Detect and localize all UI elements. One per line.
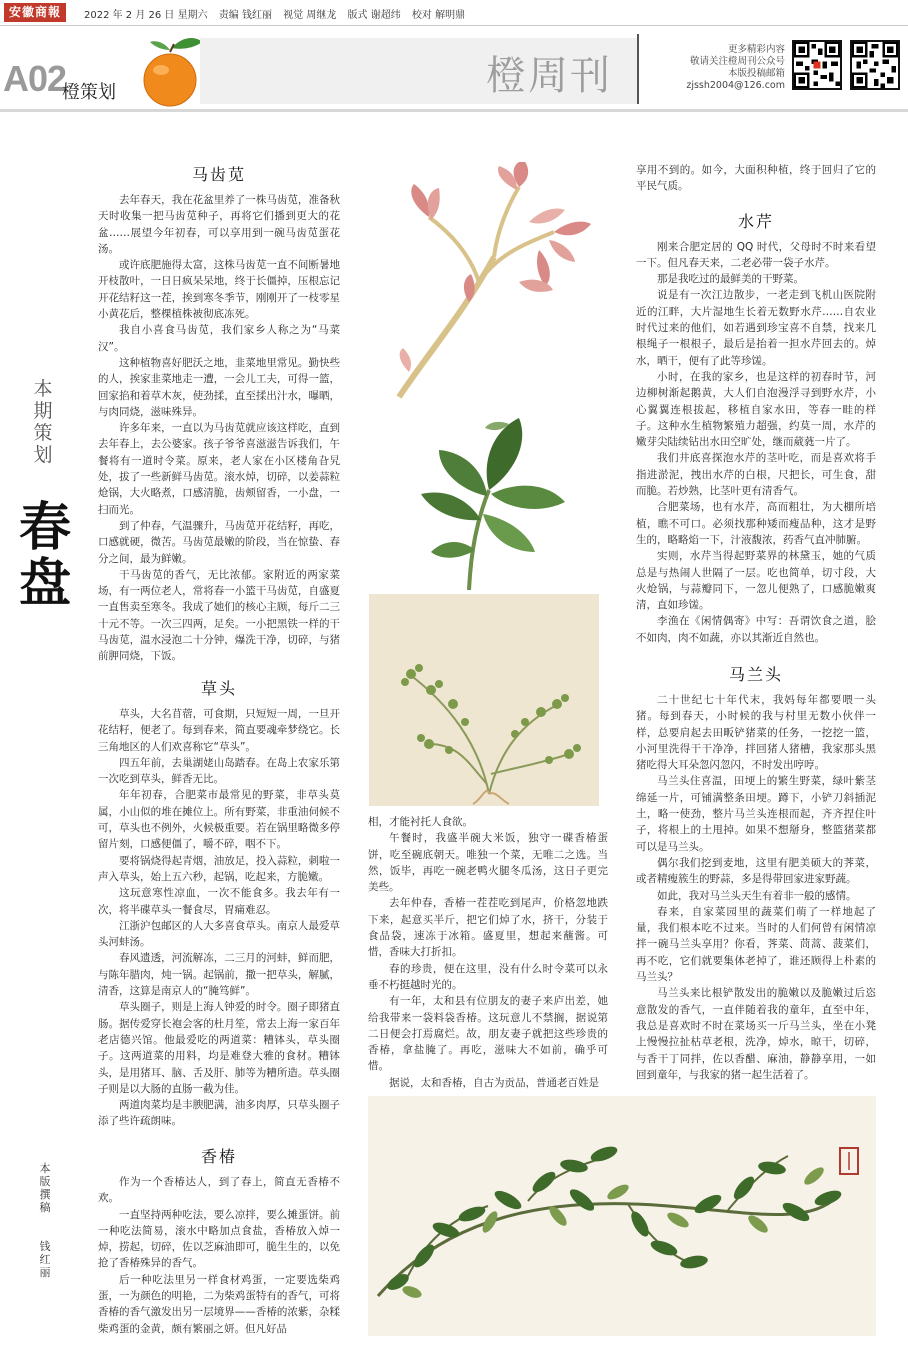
article-paragraph: 我们井底喜探泡水芹的茎叶吃，而是喜欢将手指进淤泥，拽出水芹的白根，尺把长，可生食，甜而脆。若炒熟，比茎叶更有清香气。 bbox=[636, 452, 876, 498]
page-number: A02 bbox=[3, 58, 67, 99]
section-name: 橙策划 bbox=[62, 82, 116, 103]
article-paragraph: 相，才能衬托人食欲。 bbox=[368, 816, 473, 828]
article-paragraph: 年年初春，合肥菜市最常见的野菜，非草头莫属，小山似的堆在摊位上。所有野菜，非重油伺候不可，草头也不例外，火候极重要。若在锅里略微多停留片刻，口感便僵了，嚼不碎，咽不下。 bbox=[98, 789, 340, 851]
article-paragraph: 到了仲春，气温骤升，马齿苋开花结籽，再吃，口感就硬，微苦。马齿苋最嫩的阶段，当在惊蛰、春分之间，最为鲜嫩。 bbox=[98, 519, 340, 565]
page-masthead bbox=[0, 26, 908, 112]
article-paragraph: 如此，我对马兰头天生有着非一般的感情。 bbox=[657, 889, 857, 902]
article-paragraph: 许多年来，一直以为马齿苋就应该这样吃，直到去年春上，去公婆家。孩子爷爷喜滋滋告诉我们，午餐将有一道时令菜。原来，老人家在小区楼角旮旯处，拔了一些新鲜马齿苋。滚水焯，切碎，以姜蒜粒炝锅，大火略煮，口感清脆，齿颊留香，一小盘，一扫而光。 bbox=[98, 422, 340, 516]
article-paragraph: 这玩意寒性凉血，一次不能食多。我去年有一次，将半碟草头一餐食尽，胃痛难忍。 bbox=[98, 887, 340, 916]
article-purslane bbox=[98, 164, 340, 665]
byline-label: 本 版 撰 稿 bbox=[39, 1162, 51, 1214]
top-strip bbox=[0, 0, 908, 26]
article-paragraph: 享用不到的。如今，大面积种植，终于回归了它的平民气质。 bbox=[636, 164, 876, 193]
article-paragraph: 后一种吃法里另一样食材鸡蛋，一定要选柴鸡蛋，一为颜色的明艳，二为柴鸡蛋特有的香气，可将香椿的香气激发出另一层境界——香椿的浓紫，杂糅柴鸡蛋的金黄，颇有繁丽之妍。但凡好品 bbox=[98, 1273, 340, 1335]
qr-code-icon[interactable] bbox=[850, 40, 900, 90]
editor-credit: 责编 钱红丽 bbox=[218, 10, 272, 21]
article-title: 香椿 bbox=[200, 1147, 237, 1166]
article-paragraph: 这种植物喜好肥沃之地，韭菜地里常见。勤快些的人，挨家韭菜地走一遭，一会儿工夫，可得一篮，回家掐和着草木灰，使劲揉，直至揉出汁水，曝晒，与肉同烧，滋味殊异。 bbox=[98, 356, 340, 418]
article-paragraph: 偶尔我们挖到麦地，这里有肥美硕大的荠菜，或者精瘦簇生的野蒜，多是得带回家进家野蔬。 bbox=[636, 856, 876, 886]
newspaper-logo: 安徽商報 bbox=[4, 3, 66, 22]
caotou-illustration bbox=[369, 594, 599, 806]
article-paragraph: 马兰头住喜温，田埂上的繁生野菜，绿叶紫茎绵延一片，可铺满整条田埂。蹲下，小铲刀斜插泥土，略一使劲，整片马兰头连根而起，齐齐捏住叶子，将根上的土甩掉。如果不想掰身，整篮猪菜都可以是马兰头。 bbox=[636, 775, 876, 853]
article-paragraph: 李渔在《闲情偶寄》中写：吾谓饮食之道，脍不如肉，肉不如蔬，亦以其渐近自然也。 bbox=[636, 615, 876, 644]
feature-kicker: 本 期 策 划 bbox=[33, 378, 53, 466]
article-celery bbox=[636, 162, 876, 646]
article-paragraph: 我自小喜食马齿苋，我们家乡人称之为“马菜汉”。 bbox=[98, 324, 340, 353]
article-caotou bbox=[98, 678, 340, 1130]
article-paragraph: 说是有一次江边散步，一老走到飞机山医院附近的江畔，大片湿地生长着无数野水芹……自农业时代过来的他们，如若遇到珍宝喜不自禁，找来几根绳子一根根子，最后是抬着一担水芹回去的。焯水，晒干，便有了此等珍馐。 bbox=[636, 289, 876, 367]
article-paragraph: 两道肉菜均是丰腴肥满，油多肉厚，只草头圈子添了些许疏朗味。 bbox=[98, 1099, 340, 1128]
promo-line: 本版投稿邮箱 bbox=[727, 68, 785, 79]
byline-name: 钱 红 丽 bbox=[39, 1240, 51, 1279]
article-column-right bbox=[636, 162, 876, 1082]
article-paragraph: 去年春天，我在花盆里养了一株马齿苋，准备秋天时收集一把马齿苋种子，再将它们播到更大的花盆……展望今年初春，可以享用到一碗马齿苋蛋花汤。 bbox=[98, 194, 340, 255]
toona-sprout-illustration bbox=[369, 162, 599, 404]
issue-date: 2022 年 2 月 26 日 星期六 bbox=[84, 10, 208, 21]
article-paragraph: 实则，水芹当得起野菜界的林黛玉，她的气质总是与热闹人世隔了一层。吃也简单，切寸段，大火炝锅，与蒜瓣同下，一忽儿便熟了，口感脆嫩爽清，直如珍馐。 bbox=[636, 550, 876, 612]
article-title: 草头 bbox=[200, 679, 237, 698]
article-paragraph: 合肥菜场，也有水芹，高而粗壮，为大棚所培植，瞧不可口。必须找那种矮而瘦品种，这才是野生的，略略焰一下，汁液馥浓，药香气直冲肺腑。 bbox=[636, 501, 876, 546]
article-paragraph: 春的珍贵，便在这里，没有什么时令菜可以永垂不朽挺越时光的。 bbox=[368, 962, 608, 991]
article-toona bbox=[98, 1146, 340, 1337]
article-paragraph: 干马齿苋的香气，无比浓郁。家附近的两家菜场，有一两位老人，常将春一小篮干马齿苋，自盛夏一直售卖至寒冬。我成了她们的核心主顾，每斤二三十元不等。一次三四两，足矣。一小把黑铁一样的干马齿苋，温水浸泡二十分钟，爆洗干净，切碎，与猪前胛同烧，下饭。 bbox=[98, 568, 340, 663]
article-malan bbox=[636, 664, 876, 1083]
promo-line: 敬请关注橙周刊公众号 bbox=[689, 56, 785, 67]
weekly-title: 橙周刊 bbox=[486, 53, 612, 99]
promo-email[interactable]: zjssh2004@126.com bbox=[686, 80, 785, 91]
promo-line: 更多精彩内容 bbox=[727, 44, 785, 55]
article-paragraph: 那是我吃过的最鲜美的干野菜。 bbox=[657, 273, 804, 286]
article-title: 水芹 bbox=[737, 211, 774, 231]
article-paragraph: 或许底肥施得太富，这株马齿苋一直不间断暑地开枝散叶，一日日疯呆呆地，终于长僵掉，压根忘记开花结籽这一茬，挨到寒冬季节，刚刚开了一枝零星小黄花后，整棵植株被彻底冻死。 bbox=[98, 259, 340, 321]
article-paragraph: 有一年，太和县有位朋友的妻子来庐出差，她给我带来一袋料袋香椿。这玩意儿不禁搁，据说第二日便会打焉腐烂。故，朋友妻子就把这些珍贵的香椿，拿盐腌了。再吃，滋味大不如前，确乎可惜。 bbox=[368, 995, 608, 1073]
malan-illustration bbox=[368, 1096, 876, 1336]
article-column-left bbox=[98, 164, 340, 1344]
article-column-middle bbox=[368, 814, 608, 1089]
purslane-illustration bbox=[369, 410, 599, 590]
article-paragraph: 小时，在我的家乡，也是这样的初春时节，河边柳树渐起鹅黄，大人们自泡漫浮寻到野水芹，小心翼翼连根拔起，移植自家水田，等春一畦的样子。这种水生植物繁殖力超强，约莫一周，水芹的嫩芽尖陆续钻出水田空旷处，继而葳蕤一片了。 bbox=[636, 370, 876, 449]
article-paragraph: 江浙沪包邮区的人大多喜食草头。南京人最爱草头河蚌汤。 bbox=[98, 919, 340, 949]
article-paragraph: 要将锅烧得起青烟，油放足，投入蒜粒，刺啦一声入草头，始上五六秒，起锅，吃起来，方脆嫩。 bbox=[98, 854, 340, 883]
article-title: 马兰头 bbox=[728, 665, 783, 684]
layout-credit: 版式 谢超纬 bbox=[347, 10, 401, 21]
article-paragraph: 作为一个香椿达人，到了春上，简直无香椿不欢。 bbox=[98, 1176, 340, 1205]
issue-info-line bbox=[84, 6, 473, 21]
article-paragraph: 马兰头来比根铲散发出的脆嫩以及脆嫩过后恣意散发的香气，一直伴随着我的童年，直至中年，我总是喜欢时不时在菜场买一斤马兰头，坐在小凳上慢慢拉扯枯草老根，洗净，焯水，晾干，切碎，与香干丁同拌，佐以香醋、麻油，静静享用，一如回到童年，与我家的猪一起生活着了。 bbox=[636, 987, 876, 1081]
article-paragraph: 去年仲春，香椿一茬茬吃到尾声，价格忽地跌下来，起意买半斤，把它们焯了水，挤干，分装于食品袋，速冻于冰箱。盛夏里，想起来蘸酱。可惜，香味大打折扣。 bbox=[368, 897, 608, 959]
article-paragraph: 四五年前，去巢湖姥山岛踏春。在岛上农家乐第一次吃到草头，鲜香无比。 bbox=[98, 756, 340, 786]
orange-icon bbox=[134, 34, 204, 108]
article-paragraph: 二十世纪七十年代末，我妈每年都要喂一头猪。每到春天，小时候的我与村里无数小伙伴一样，总要肩起去田畈铲猪菜的任务，一挖挖一篮，小河里洗得干干净净，拌回猪人猪槽，我家那头黑猪吃得大耳朵忽闪忽闪，不时发出哼哼。 bbox=[636, 694, 876, 772]
visual-credit: 视觉 周继龙 bbox=[283, 10, 337, 21]
article-paragraph: 春来，自家菜园里的蔬菜们萌了一样地起了量，我们根本吃不过来。当时的人们何曾有闲情凉拌一碗马兰头享用？你看，荠菜、茼蒿、菠菜们，再不吃，它们就要集体老掉了，谁还顾得上朴素的马兰头？ bbox=[636, 905, 876, 984]
article-paragraph: 春风遗透，河流解冻，二三月的河蚌，鲜而肥，与陈年腊肉，炖一锅。起锅前，撒一把草头，解腻，清香，这算是南京人的“腌笃鲜”。 bbox=[98, 952, 340, 998]
title-divider bbox=[637, 34, 639, 104]
proof-credit: 校对 解明鼎 bbox=[411, 10, 466, 21]
article-paragraph: 草头圈子，则是上海人钟爱的时令。圈子即猪直肠。据传爱穿长袍会客的杜月笙，常去上海一家百年老店德兴馆。他最爱吃的两道菜：糟钵头，草头圈子。这两道菜的用料，均是难登大雅的食材。糟钵头，是用猪耳、脑、舌及肝、肺等为糟所造。草头圈子则是以大肠的直肠一截为佳。 bbox=[98, 1001, 340, 1095]
article-paragraph: 草头，大名苜蓿，可食期，只短短一周，一旦开花结籽，便老了。每到春来，简直要魂牵梦绕它。长三角地区的人们欢喜称它“草头”。 bbox=[98, 708, 340, 753]
article-paragraph: 一直坚持两种吃法，要么凉拌，要么摊蛋饼。前一种吃法简易，滚水中略加点食盐，香椿放入焯一焯，捞起，切碎，佐以芝麻油即可，脆生生的，以免抢了香椿殊异的香气。 bbox=[98, 1208, 340, 1270]
article-paragraph: 据说，太和香椿，自古为贡品，普通老百姓是 bbox=[389, 1076, 599, 1089]
article-paragraph: 午餐时，我盛半碗大米饭，独守一碟香椿蛋饼，吃至碗底朝天。唯独一个菜，无唯二之选。当然，饭毕，再吃一碗老鸭火腿冬瓜汤，这日子更完美些。 bbox=[368, 832, 608, 894]
qr-code-icon[interactable] bbox=[792, 40, 842, 90]
feature-title: 春 盘 bbox=[18, 498, 71, 614]
promo-text bbox=[672, 44, 785, 92]
article-title: 马齿苋 bbox=[191, 165, 246, 184]
article-paragraph: 刚来合肥定居的 QQ 时代，父母时不时来看望一下。但凡春天来，二老必带一袋子水芹。 bbox=[636, 240, 876, 269]
